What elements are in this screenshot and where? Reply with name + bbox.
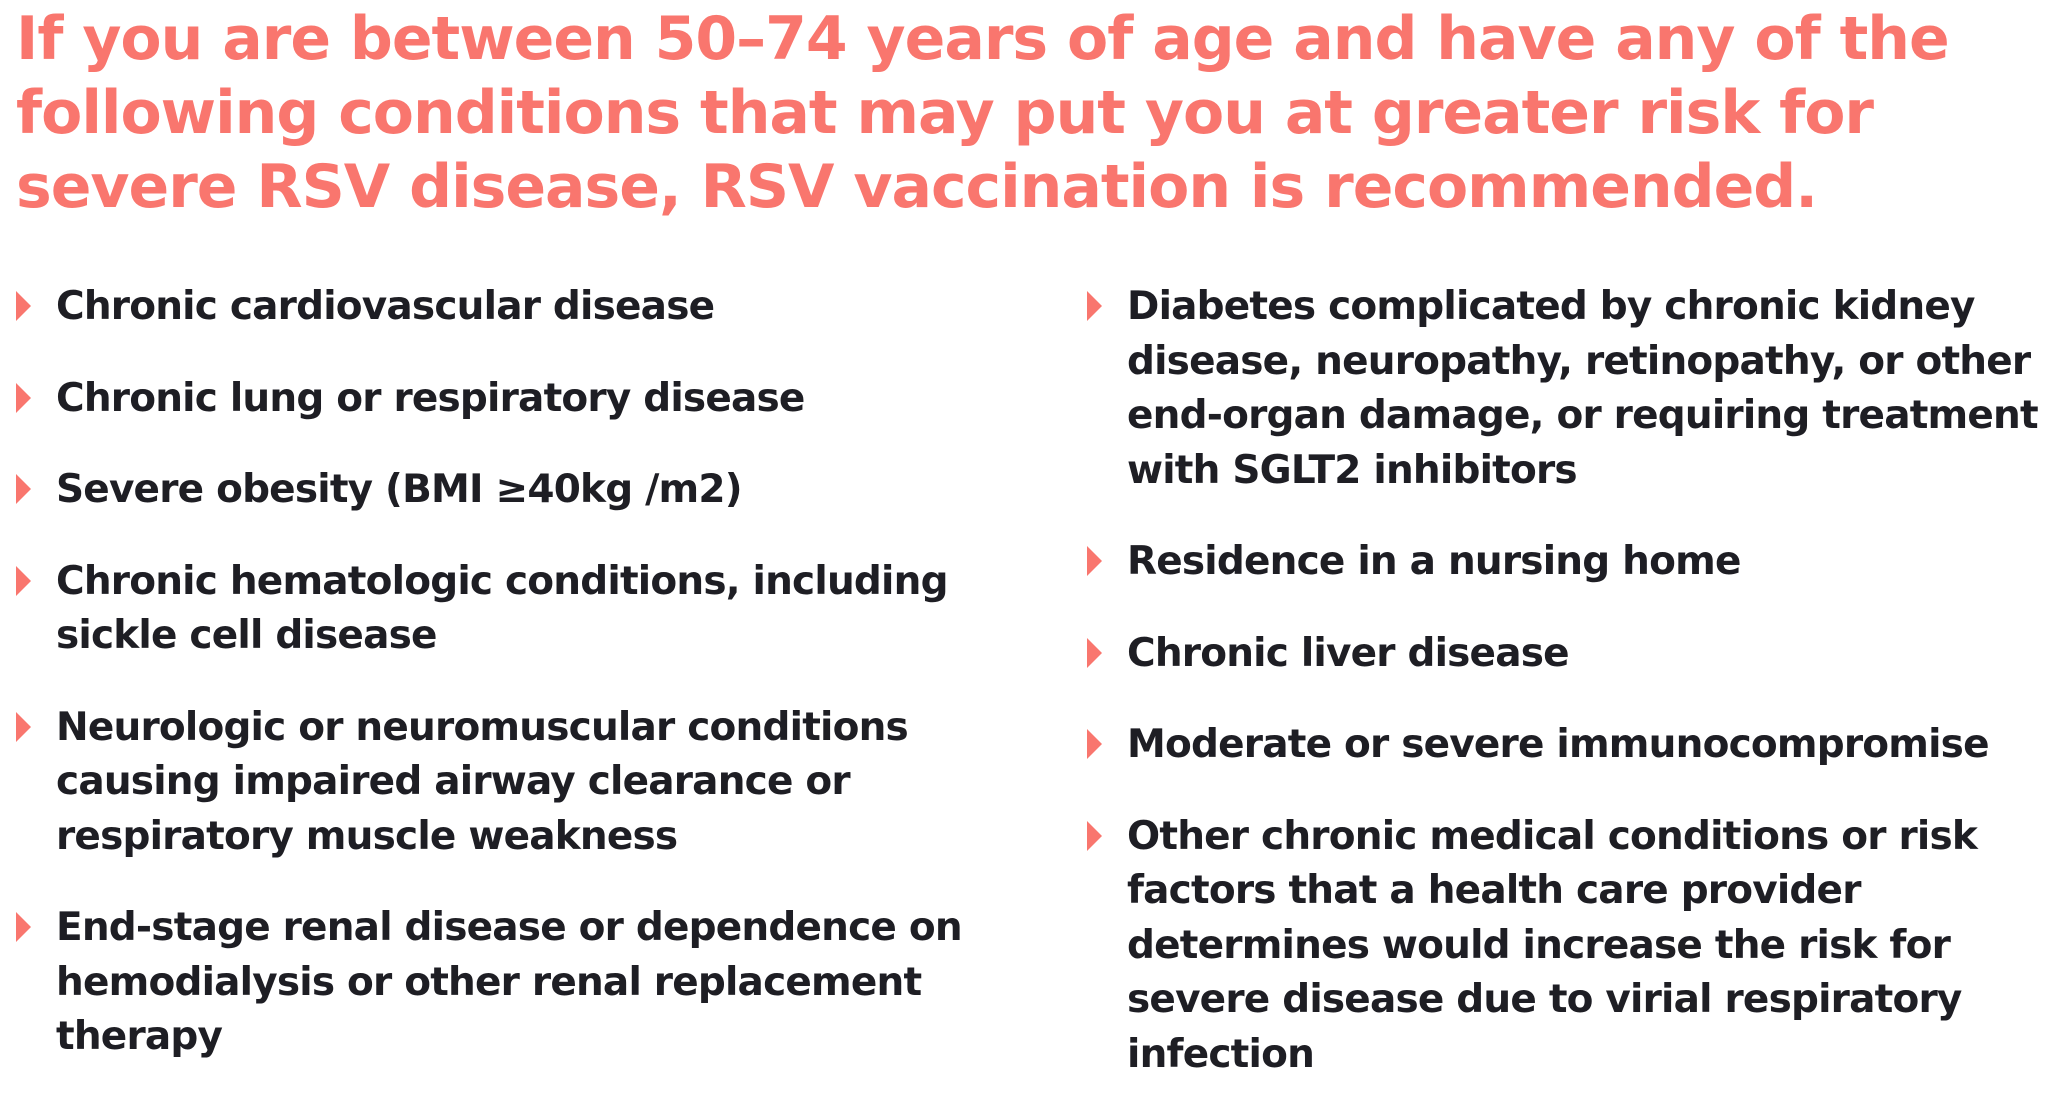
list-item (1087, 280, 2047, 498)
condition-text: Chronic lung or respiratory disease (56, 375, 805, 421)
condition-text: Chronic cardiovascular disease (56, 284, 715, 329)
condition-text: Moderate or severe immunocompromise (1127, 722, 1989, 767)
list-item (16, 901, 1056, 1065)
list-item (16, 463, 1056, 518)
bullet-triangle-icon (1087, 729, 1102, 759)
page-heading: If you are between 50–74 years of age and have any of the following conditions that may put you at greater risk for severe RSV disease, RSV vaccination is recommended. (16, 4, 1949, 222)
bullet-triangle-icon (16, 712, 31, 742)
list-item (16, 555, 1056, 664)
list-item (16, 280, 1056, 335)
condition-text: Chronic hematologic conditions, including sickle cell disease (56, 558, 948, 658)
condition-text: Other chronic medical conditions or risk factors that a health care provider determines would increase the risk for severe disease due to virial respiratory infection (1127, 813, 1977, 1077)
bullet-triangle-icon (1087, 546, 1102, 576)
bullet-triangle-icon (1087, 638, 1102, 668)
bullet-triangle-icon (16, 291, 31, 321)
conditions-list-right (1087, 280, 2047, 1119)
bullet-triangle-icon (1087, 291, 1102, 321)
list-item (1087, 627, 2047, 682)
list-item (1087, 718, 2047, 773)
list-item (1087, 810, 2047, 1083)
list-item (16, 372, 1056, 427)
condition-text: Diabetes complicated by chronic kidney disease, neuropathy, retinopathy, or other end-organ damage, or requiring treatment with SGLT2 inhibitors (1127, 284, 2038, 493)
bullet-triangle-icon (16, 383, 31, 413)
bullet-triangle-icon (1087, 821, 1102, 851)
list-item (16, 701, 1056, 865)
bullet-triangle-icon (16, 566, 31, 596)
list-item (1087, 535, 2047, 590)
condition-text: End-stage renal disease or dependence on hemodialysis or other renal replacement therapy (56, 905, 962, 1059)
condition-text: Chronic liver disease (1127, 630, 1569, 676)
condition-text: Residence in a nursing home (1127, 539, 1741, 584)
bullet-triangle-icon (16, 474, 31, 504)
condition-text: Severe obesity (BMI ≥40kg /m2) (56, 467, 742, 512)
bullet-triangle-icon (16, 912, 31, 942)
condition-text: Neurologic or neuromuscular conditions causing impaired airway clearance or respiratory muscle weakness (56, 704, 908, 859)
conditions-list-left (16, 280, 1056, 1102)
